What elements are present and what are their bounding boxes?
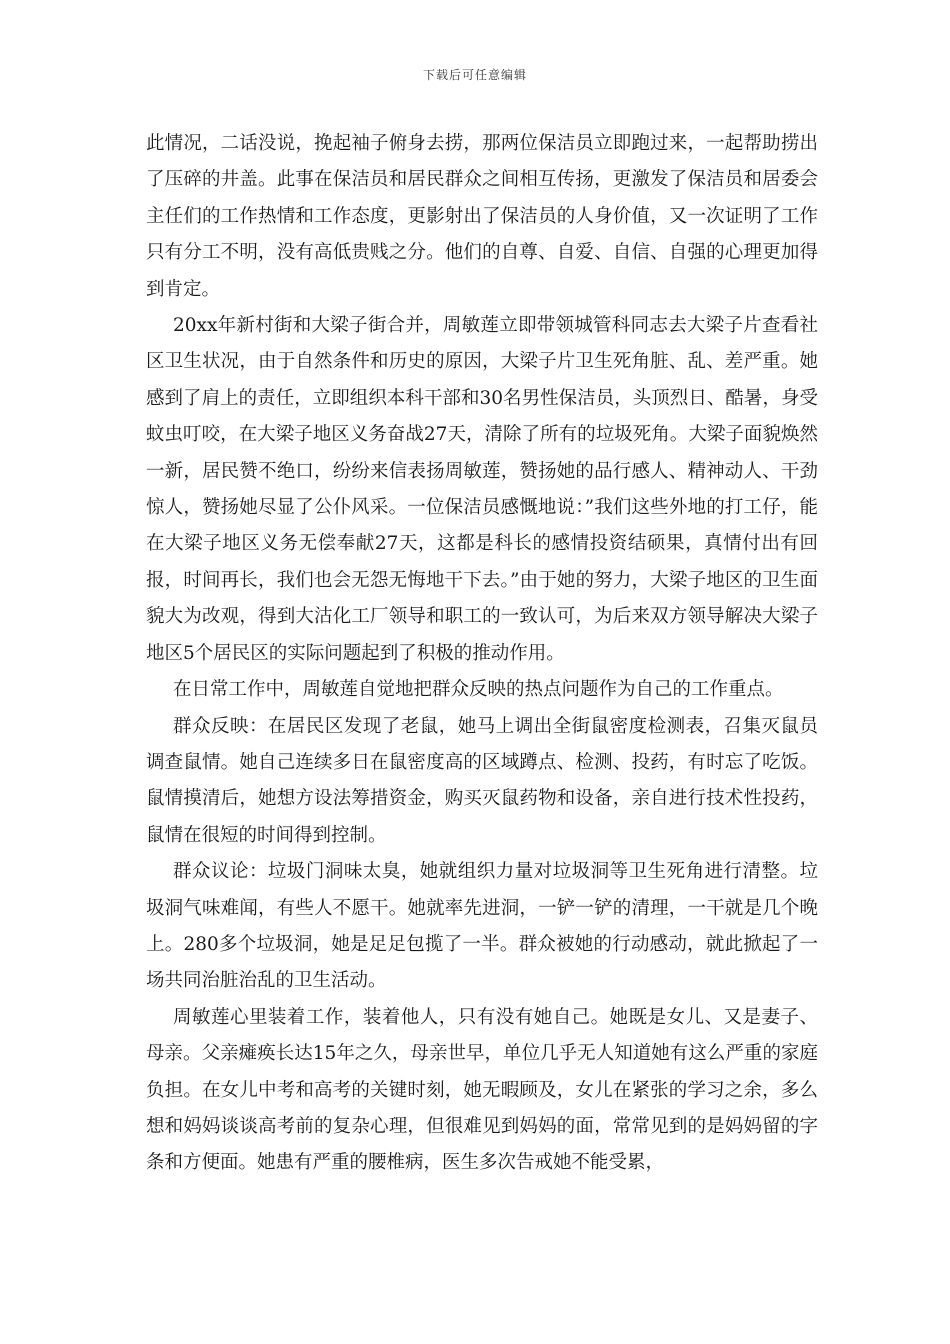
- header-note: 下载后可任意编辑: [422, 68, 527, 82]
- paragraph: 周敏莲心里装着工作，装着他人，只有没有她自己。她既是女儿、又是妻子、母亲。父亲瘫痪长达15年之久，母亲世早，单位几乎无人知道她有这么严重的家庭负担。在女儿中考和高考的关键时刻，她无暇顾及，女儿在紧张的学习之余，多么想和妈妈谈谈高考前的复杂心理，但很难见到妈妈的面，常常见到的是妈妈留的字条和方便面。她患有严重的腰椎病，医生多次告戒她不能受累，: [146, 1006, 818, 1174]
- paragraph: 群众议论：垃圾门洞味太臭，她就组织力量对垃圾洞等卫生死角进行清整。垃圾洞气味难闻，有些人不愿干。她就率先进洞，一铲一铲的清理，一干就是几个晚上。280多个垃圾洞，她是足足包揽了一半。群众被她的行动感动，就此掀起了一场共同治脏治乱的卫生活动。: [146, 861, 818, 992]
- paragraph: 20xx年新村街和大梁子街合并，周敏莲立即带领城管科同志去大梁子片查看社区卫生状况，由于自然条件和历史的原因，大梁子片卫生死角脏、乱、差严重。她感到了肩上的责任，立即组织本科干部和30名男性保洁员，头顶烈日、酷暑，身受蚊虫叮咬，在大梁子地区义务奋战27天，清除了所有的垃圾死角。大梁子面貌焕然一新，居民赞不绝口，纷纷来信表扬周敏莲，赞扬她的品行感人、精神动人、干劲惊人，赞扬她尽显了公仆风采。一位保洁员感慨地说：”我们这些外地的打工仔，能在大梁子地区义务无偿奉献27天，这都是科长的感情投资结硕果，真情付出有回报，时间再长，我们也会无怨无悔地干下去。”由于她的努力，大梁子地区的卫生面貌大为改观，得到大沽化工厂领导和职工的一致认可，为后来双方领导解决大梁子地区5个居民区的实际问题起到了积极的推动作用。: [146, 315, 818, 664]
- paragraph: 此情况，二话没说，挽起袖子俯身去捞，那两位保洁员立即跑过来，一起帮助捞出了压碎的井盖。此事在保洁员和居民群众之间相互传扬，更激发了保洁员和居委会主任们的工作热情和工作态度，更影射出了保洁员的人身价值，又一次证明了工作只有分工不明，没有高低贵贱之分。他们的自尊、自爱、自信、自强的心理更加得到肯定。: [146, 133, 818, 300]
- paragraph: 群众反映：在居民区发现了老鼠，她马上调出全街鼠密度检测表，召集灭鼠员调查鼠情。她自己连续多日在鼠密度高的区域蹲点、检测、投药，有时忘了吃饭。鼠情摸清后，她想方设法筹措资金，购买灭鼠药物和设备，亲自进行技术性投药，鼠情在很短的时间得到控制。: [146, 715, 818, 846]
- paragraph: 在日常工作中，周敏莲自觉地把群众反映的热点问题作为自己的工作重点。: [173, 679, 784, 701]
- document-body: [146, 126, 818, 1182]
